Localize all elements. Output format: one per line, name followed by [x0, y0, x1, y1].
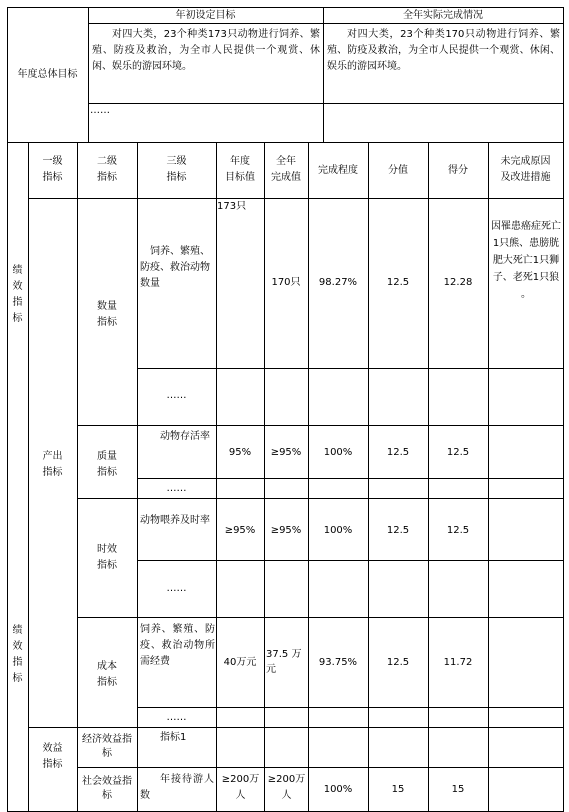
quality-actual: ≥95% [270, 446, 302, 458]
quality-score: 12.5 [446, 446, 470, 458]
overall-goal-label: 年度总体目标 [17, 69, 78, 80]
header-score-value: 分值 [388, 164, 408, 176]
social-name: 年接待游人数 [140, 774, 214, 801]
header-score: 得分 [448, 164, 468, 176]
cost-actual: 37.5 万元 [266, 649, 302, 675]
timeliness-score-value: 12.5 [386, 524, 410, 536]
header-actual: 全年 完成值 [271, 156, 301, 183]
level2-timeliness: 时效 指标 [97, 544, 117, 571]
initial-goal-header: 年初设定目标 [175, 9, 236, 21]
cost-degree: 93.75% [318, 656, 358, 668]
header-level2: 二级 指标 [97, 156, 117, 183]
level1-output: 产出 指标 [42, 451, 63, 478]
level2-quantity: 数量 指标 [97, 301, 117, 328]
header-level1: 一级 指标 [42, 156, 63, 183]
social-actual: ≥200万人 [267, 774, 306, 801]
economic-name: 指标1 [160, 732, 187, 743]
actual-completion-header: 全年实际完成情况 [403, 9, 483, 21]
header-target: 年度 目标值 [225, 156, 255, 183]
level2-economic: 经济效益指标 [82, 734, 132, 759]
social-target: ≥200万人 [221, 774, 260, 801]
cost-ellipsis: …… [166, 711, 187, 723]
performance-indicator-label-upper: 绩 效 指 标 [12, 265, 23, 324]
quantity-name: 饲养、繁殖、防疫、救治动物数量 [140, 246, 210, 289]
quantity-score-value: 12.5 [386, 276, 410, 288]
level2-cost: 成本 指标 [97, 661, 117, 688]
level1-benefit: 效益 指标 [42, 743, 63, 770]
level2-quality: 质量 指标 [97, 451, 117, 478]
header-degree: 完成程度 [318, 164, 358, 176]
timeliness-name: 动物喂养及时率 [140, 515, 210, 526]
quality-degree: 100% [323, 446, 353, 458]
header-reason: 未完成原因 及改进措施 [500, 156, 551, 183]
quality-name: 动物存活率 [160, 431, 210, 442]
timeliness-target: ≥95% [224, 524, 256, 536]
timeliness-ellipsis: …… [166, 582, 187, 594]
cost-score-value: 12.5 [386, 656, 410, 668]
cost-score: 11.72 [443, 656, 473, 668]
initial-goal-text: 对四大类，23个种类173只动物进行饲养、繁殖、防疫及救治，为全市人民提供一个观赏、休闲、娱乐的游园环境。 [92, 29, 320, 72]
cost-target: 40万元 [223, 656, 257, 668]
initial-ellipsis: …… [90, 105, 110, 116]
performance-indicator-label-lower: 绩 效 指 标 [12, 625, 23, 684]
level2-social: 社会效益指标 [82, 776, 132, 801]
quantity-target: 173只 [217, 201, 247, 212]
timeliness-score: 12.5 [446, 524, 470, 536]
quantity-score: 12.28 [443, 276, 473, 288]
timeliness-actual: ≥95% [270, 524, 302, 536]
quantity-reason: 因罹患癌症死亡1只熊、患膀胱肥大死亡1只狮子、老死1只狼 。 [491, 221, 561, 300]
social-score-value: 15 [391, 783, 405, 795]
social-degree: 100% [323, 783, 353, 795]
actual-completion-text: 对四大类，23个种类170只动物进行饲养、繁殖、防疫及救治，为全市人民提供一个观赏、休闲、娱乐的游园环境。 [327, 29, 560, 72]
quantity-degree: 98.27% [318, 276, 358, 288]
quantity-actual: 170只 [271, 276, 301, 288]
quality-score-value: 12.5 [386, 446, 410, 458]
quantity-ellipsis: …… [166, 389, 187, 401]
cost-name: 饲养、繁殖、防疫、救治动物所需经费 [140, 624, 215, 667]
quality-ellipsis: …… [166, 482, 187, 494]
quality-target: 95% [228, 446, 252, 458]
timeliness-degree: 100% [323, 524, 353, 536]
header-level3: 三级 指标 [166, 156, 187, 183]
social-score: 15 [451, 783, 465, 795]
